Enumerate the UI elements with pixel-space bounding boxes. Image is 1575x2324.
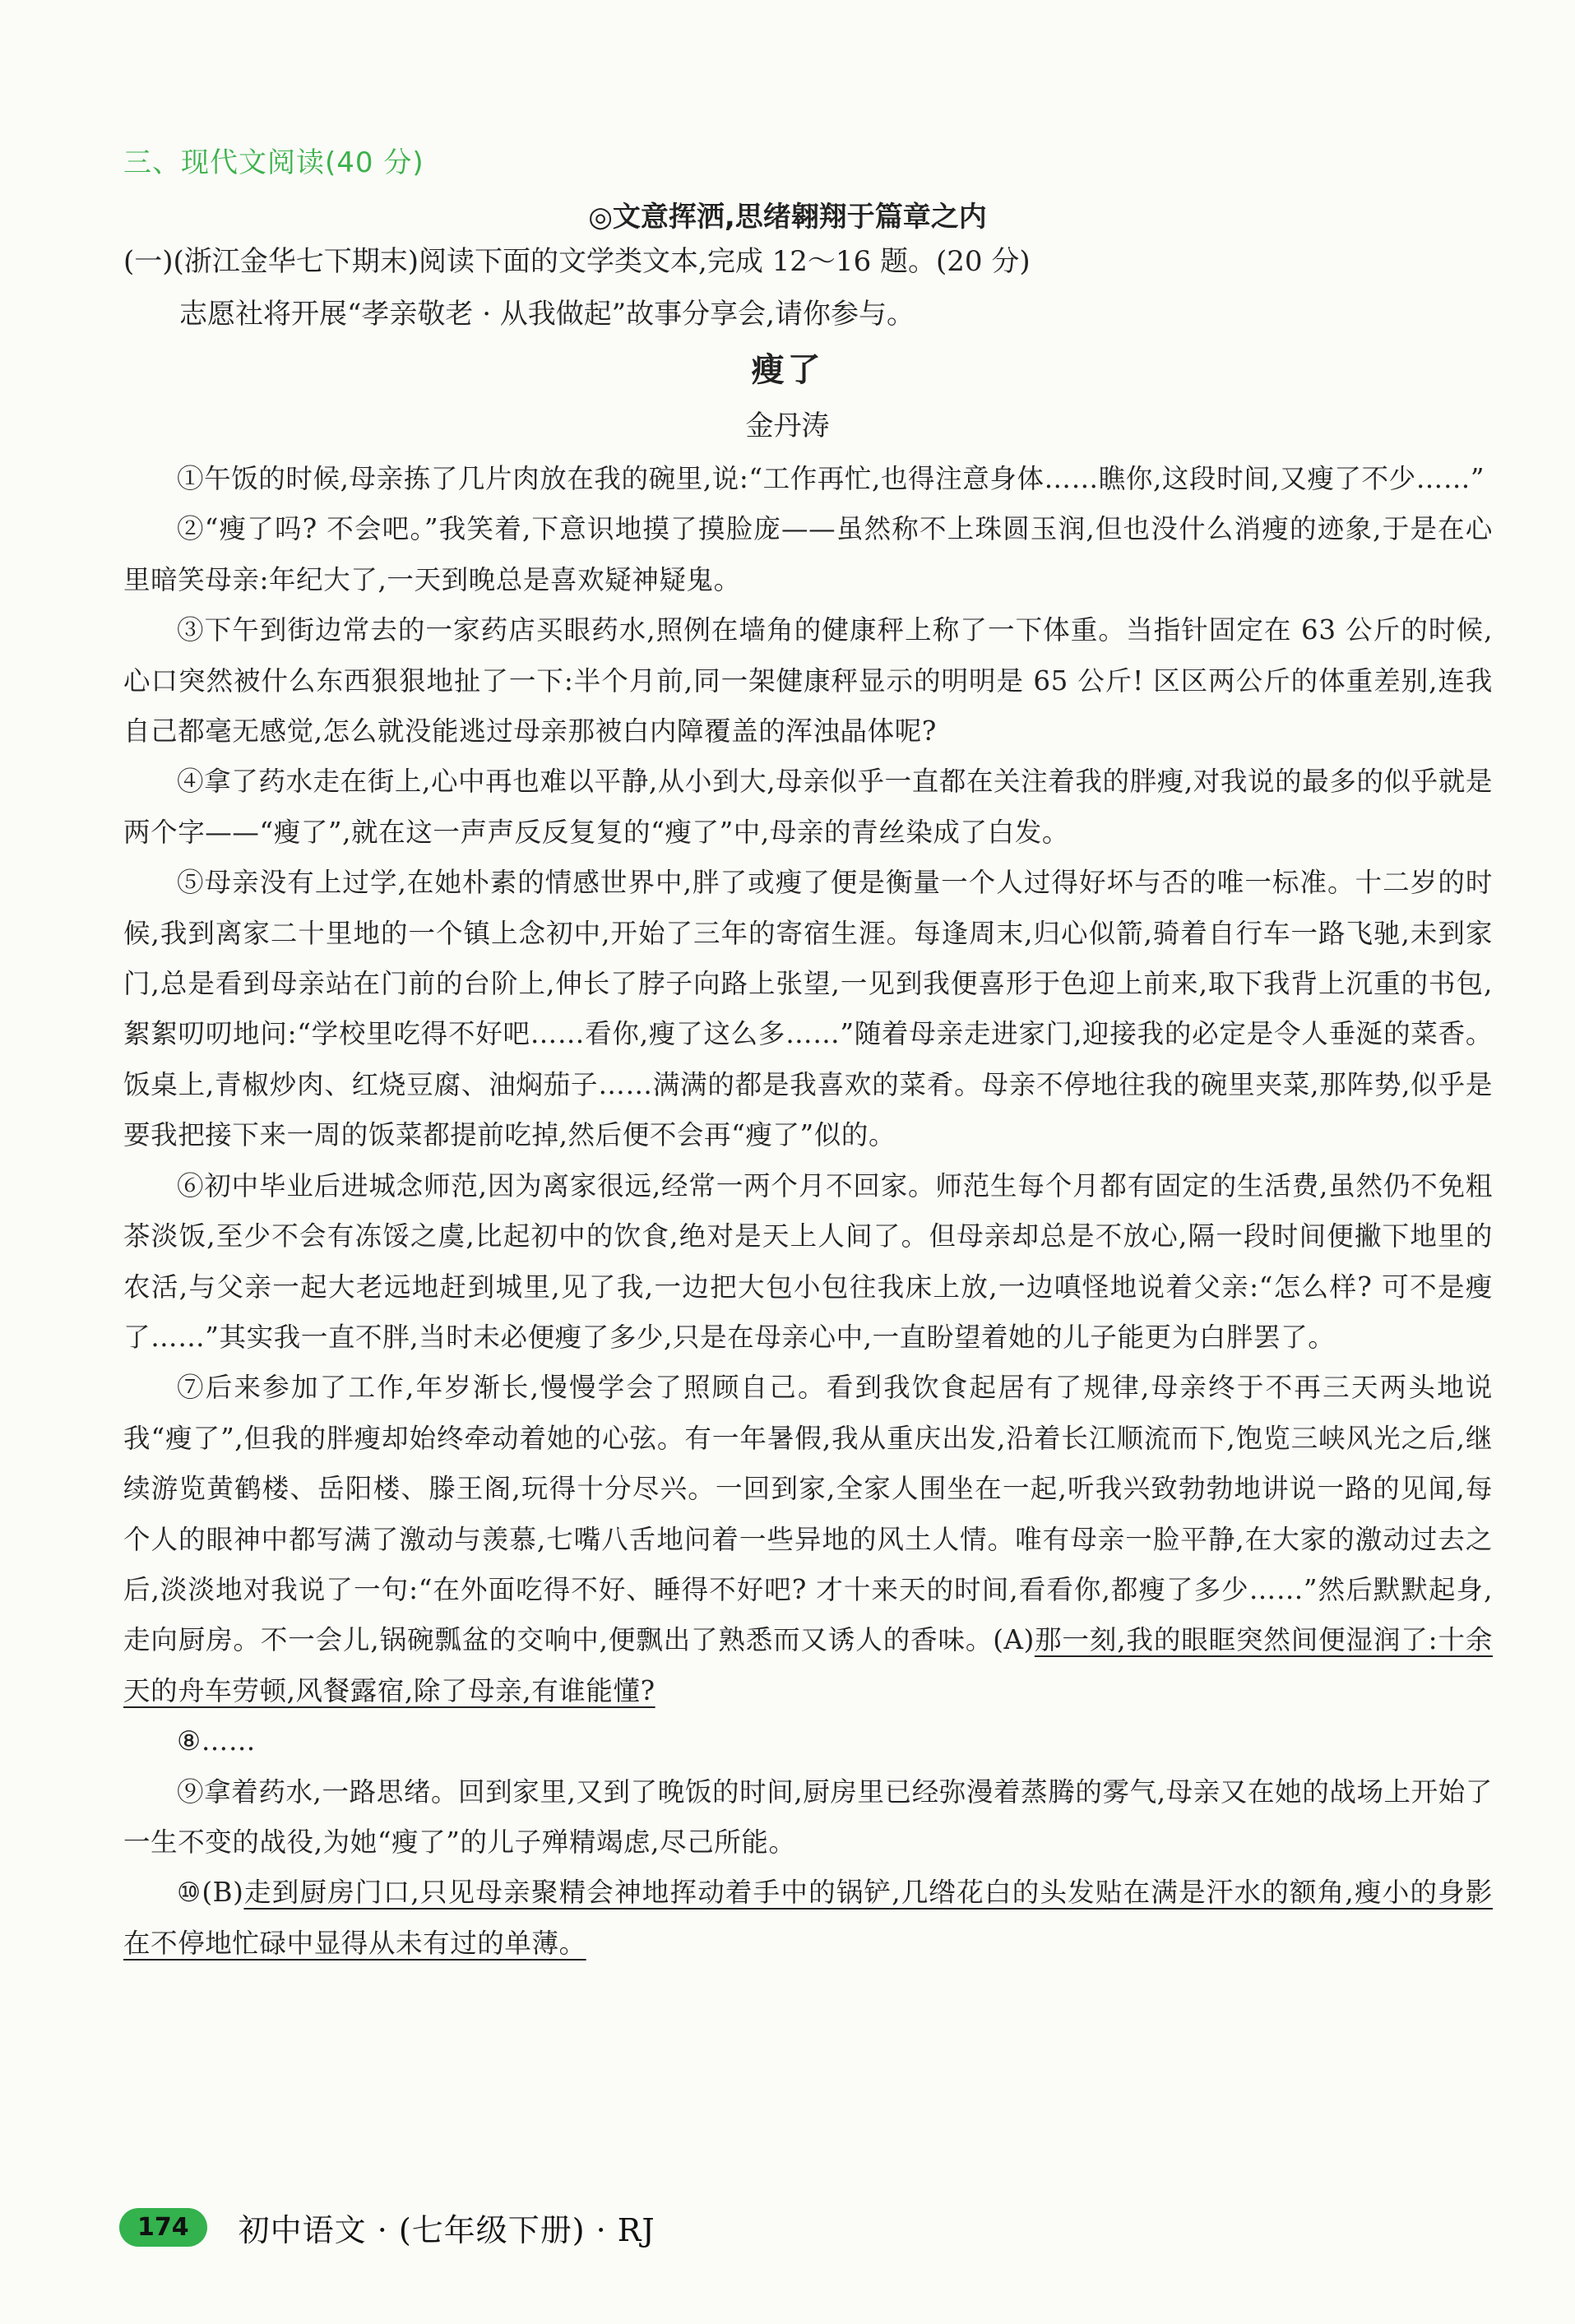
book-title: 初中语文 · (七年级下册) · RJ — [238, 2211, 655, 2248]
paragraph-10 — [123, 1868, 1493, 1969]
page-number-badge: 174 — [119, 2208, 207, 2247]
paragraph-7-text: ⑦后来参加了工作,年岁渐长,慢慢学会了照顾自己。看到我饮食起居有了规律,母亲终于不再三天两头地说我“瘦了”,但我的胖瘦却始终牵动着她的心弦。有一年暑假,我从重庆出发,沿着长江顺流而下,饱览三峡风光之后,继续游览黄鹤楼、岳阳楼、滕王阁,玩得十分尽兴。一回到家,全家人围坐在一起,听我兴致勃勃地讲说一路的见闻,每个人的眼神中都写满了激动与羡慕,七嘴八舌地问着一些异地的风土人情。唯有母亲一脸平静,在大家的激动过去之后,淡淡地对我说了一句:“在外面吃得不好、睡得不好吧? 才十来天的时间,看看你,都瘦了多少……”然后默默起身,走向厨房。不一会儿,锅碗瓢盆的交响中,便飘出了熟悉而又诱人的香味。 — [123, 1372, 1493, 1656]
section-motto: ◎文意挥洒,思绪翱翔于篇章之内 — [588, 201, 987, 234]
paragraph-7 — [123, 1363, 1493, 1716]
marker-a: (A) — [993, 1624, 1035, 1656]
activity-intro: 志愿社将开展“孝亲敬老 · 从我做起”故事分享会,请你参与。 — [179, 298, 915, 331]
article-title: 瘦了 — [751, 351, 824, 389]
article-body — [123, 454, 1493, 1969]
paragraph-3: ③下午到街边常去的一家药店买眼药水,照例在墙角的健康秤上称了一下体重。当指针固定在 63 公斤的时候,心口突然被什么东西狠狠地扯了一下:半个月前,同一架健康秤显示的明明是 65 公斤! 区区两公斤的体重差别,连我自己都毫无感觉,怎么就没能逃过母亲那被白内障覆盖的浑浊晶体呢? — [123, 614, 1493, 748]
underlined-sentence-b: 走到厨房门口,只见母亲聚精会神地挥动着手中的锅铲,几绺花白的头发贴在满是汗水的额角,瘦小的身影在不停地忙碌中显得从未有过的单薄。 — [123, 1877, 1493, 1959]
section-title: 三、现代文阅读(40 分) — [123, 146, 424, 179]
paragraph-1: ①午饭的时候,母亲拣了几片肉放在我的碗里,说:“工作再忙,也得注意身体……瞧你,这段时间,又瘦了不少……” — [177, 463, 1485, 494]
paragraph-8: ⑧…… — [177, 1725, 256, 1757]
paragraph-6: ⑥初中毕业后进城念师范,因为离家很远,经常一两个月不回家。师范生每个月都有固定的生活费,虽然仍不免粗茶淡饭,至少不会有冻馁之虞,比起初中的饮食,绝对是天上人间了。但母亲却总是不放心,隔一段时间便撇下地里的农活,与父亲一起大老远地赶到城里,见了我,一边把大包小包往我床上放,一边嗔怪地说着父亲:“怎么样? 可不是瘦了……”其实我一直不胖,当时未必便瘦了多少,只是在母亲心中,一直盼望着她的儿子能更为白胖罢了。 — [123, 1169, 1493, 1353]
paragraph-5: ⑤母亲没有上过学,在她朴素的情感世界中,胖了或瘦了便是衡量一个人过得好坏与否的唯一标准。十二岁的时候,我到离家二十里地的一个镇上念初中,开始了三年的寄宿生涯。每逢周末,归心似箭,骑着自行车一路飞驰,未到家门,总是看到母亲站在门前的台阶上,伸长了脖子向路上张望,一见到我便喜形于色迎上前来,取下我背上沉重的书包,絮絮叨叨地问:“学校里吃得不好吧……看你,瘦了这么多……”随着母亲走进家门,迎接我的必定是令人垂涎的菜香。饭桌上,青椒炒肉、红烧豆腐、油焖茄子……满满的都是我喜欢的菜肴。母亲不停地往我的碗里夹菜,那阵势,似乎是要我把接下来一周的饭菜都提前吃掉,然后便不会再“瘦了”似的。 — [123, 867, 1493, 1151]
article-author: 金丹涛 — [745, 410, 830, 442]
page-footer — [119, 2204, 655, 2250]
underlined-sentence-a: 那一刻,我的眼眶突然间便湿润了:十余天的舟车劳顿,风餐露宿,除了母亲,有谁能懂? — [123, 1624, 1493, 1706]
paragraph-4: ④拿了药水走在街上,心中再也难以平静,从小到大,母亲似乎一直都在关注着我的胖瘦,对我说的最多的似乎就是两个字——“瘦了”,就在这一声声反反复复的“瘦了”中,母亲的青丝染成了白发。 — [123, 766, 1493, 848]
paragraph-2: ②“瘦了吗? 不会吧。”我笑着,下意识地摸了摸脸庞——虽然称不上珠圆玉润,但也没什么消瘦的迹象,于是在心里暗笑母亲:年纪大了,一天到晚总是喜欢疑神疑鬼。 — [123, 513, 1493, 595]
marker-b: ⑩(B) — [177, 1877, 244, 1909]
question-instruction: (一)(浙江金华七下期末)阅读下面的文学类文本,完成 12～16 题。(20 分) — [123, 245, 1031, 278]
paragraph-9: ⑨拿着药水,一路思绪。回到家里,又到了晚饭的时间,厨房里已经弥漫着蒸腾的雾气,母亲又在她的战场上开始了一生不变的战役,为她“瘦了”的儿子殚精竭虑,尽己所能。 — [123, 1775, 1493, 1858]
